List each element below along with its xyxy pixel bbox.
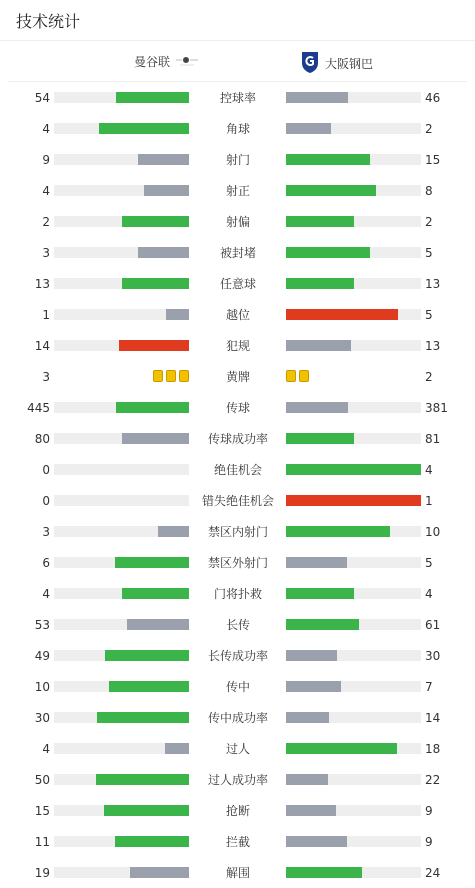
home-value: 50	[34, 773, 50, 787]
away-value: 9	[425, 835, 433, 849]
home-bar	[54, 619, 189, 630]
away-value: 46	[425, 91, 441, 105]
away-bar-fill	[286, 433, 354, 444]
stat-row	[0, 361, 475, 392]
home-value: 13	[34, 277, 50, 291]
away-bar	[286, 619, 421, 630]
home-value: 54	[34, 91, 50, 105]
home-bar-fill	[115, 557, 189, 568]
away-bar-fill	[286, 712, 329, 723]
stat-label: 拦截	[225, 835, 250, 849]
stat-row	[0, 516, 475, 547]
stat-label: 传中	[225, 680, 250, 694]
home-value: 4	[42, 122, 50, 136]
home-value: 11	[34, 835, 50, 849]
away-value: 14	[425, 711, 441, 725]
home-yellow-cards	[153, 370, 189, 382]
home-bar	[54, 247, 189, 258]
away-bar	[286, 526, 421, 537]
stat-label: 传中成功率	[207, 711, 268, 725]
away-bar-fill	[286, 247, 370, 258]
home-value: 53	[34, 618, 50, 632]
stat-label: 被封堵	[219, 246, 256, 260]
away-bar	[286, 185, 421, 196]
home-bar	[54, 154, 189, 165]
away-bar-fill	[286, 588, 354, 599]
home-bar	[54, 526, 189, 537]
away-bar-fill	[286, 774, 328, 785]
home-bar	[54, 774, 189, 785]
stat-row	[0, 330, 475, 361]
yellow-card-icon	[166, 370, 176, 382]
home-bar	[54, 805, 189, 816]
stat-label: 射偏	[225, 215, 250, 229]
away-bar	[286, 650, 421, 661]
away-value: 22	[425, 773, 441, 787]
stat-row	[0, 702, 475, 733]
away-bar	[286, 805, 421, 816]
home-value: 445	[27, 401, 50, 415]
stat-row	[0, 733, 475, 764]
home-bar	[54, 650, 189, 661]
home-bar	[54, 867, 189, 878]
away-bar	[286, 402, 421, 413]
home-bar-fill	[138, 247, 189, 258]
away-bar-fill	[286, 216, 354, 227]
home-bar-fill	[99, 123, 189, 134]
stat-row	[0, 609, 475, 640]
stat-row	[0, 392, 475, 423]
stat-row	[0, 547, 475, 578]
away-value: 10	[425, 525, 441, 539]
home-bar	[54, 681, 189, 692]
away-bar-fill	[286, 526, 390, 537]
away-bar-fill	[286, 309, 398, 320]
away-bar-fill	[286, 495, 421, 506]
home-bar-fill	[119, 340, 189, 351]
away-bar-fill	[286, 743, 397, 754]
away-bar	[286, 743, 421, 754]
stat-row	[0, 485, 475, 516]
home-value: 9	[42, 153, 50, 167]
away-bar-fill	[286, 92, 348, 103]
away-value: 15	[425, 153, 441, 167]
stat-label: 越位	[225, 308, 250, 322]
home-bar	[54, 712, 189, 723]
stat-label: 过人	[225, 742, 250, 756]
home-value: 2	[42, 215, 50, 229]
stat-label: 过人成功率	[207, 773, 268, 787]
stat-label: 角球	[225, 122, 250, 136]
stat-label: 射门	[225, 153, 250, 167]
away-bar	[286, 464, 421, 475]
stat-label: 绝佳机会	[213, 463, 262, 477]
page-header	[0, 0, 475, 41]
stat-label: 任意球	[219, 277, 256, 291]
home-bar	[54, 743, 189, 754]
away-value: 5	[425, 308, 433, 322]
away-value: 4	[425, 587, 433, 601]
away-bar	[286, 278, 421, 289]
home-value: 3	[42, 370, 50, 384]
stat-label: 长传成功率	[207, 649, 268, 663]
home-value: 80	[34, 432, 50, 446]
away-value: 2	[425, 122, 433, 136]
away-bar-fill	[286, 185, 376, 196]
away-value: 4	[425, 463, 433, 477]
stat-label: 解围	[225, 866, 250, 880]
home-bar	[54, 836, 189, 847]
stat-label: 长传	[225, 618, 250, 632]
home-team-logo-icon	[174, 53, 200, 70]
away-value: 24	[425, 866, 441, 880]
stat-row	[0, 671, 475, 702]
away-value: 5	[425, 556, 433, 570]
stat-row	[0, 857, 475, 888]
home-bar	[54, 433, 189, 444]
stat-row	[0, 764, 475, 795]
away-value: 2	[425, 370, 433, 384]
home-bar	[54, 557, 189, 568]
away-bar	[286, 681, 421, 692]
home-team-name: 曼谷联	[134, 55, 171, 69]
home-bar	[54, 588, 189, 599]
away-bar-fill	[286, 867, 362, 878]
home-bar-fill	[116, 92, 189, 103]
home-value: 6	[42, 556, 50, 570]
away-bar-fill	[286, 464, 421, 475]
page-title: 技术统计	[16, 11, 81, 31]
away-value: 18	[425, 742, 441, 756]
yellow-card-icon	[153, 370, 163, 382]
stat-row	[0, 795, 475, 826]
stat-label: 犯规	[225, 339, 250, 353]
home-bar-fill	[122, 588, 190, 599]
stat-row	[0, 640, 475, 671]
home-bar-fill	[109, 681, 189, 692]
away-value: 7	[425, 680, 433, 694]
away-team[interactable]	[300, 50, 373, 77]
home-value: 0	[42, 494, 50, 508]
home-bar	[54, 464, 189, 475]
away-bar-fill	[286, 154, 370, 165]
away-bar-fill	[286, 557, 347, 568]
home-bar-fill	[115, 836, 189, 847]
stat-row	[0, 113, 475, 144]
away-value: 30	[425, 649, 441, 663]
stat-row	[0, 454, 475, 485]
home-bar	[54, 495, 189, 506]
stat-label: 错失绝佳机会	[201, 494, 274, 508]
home-value: 10	[34, 680, 50, 694]
home-value: 4	[42, 587, 50, 601]
away-bar	[286, 557, 421, 568]
home-bar	[54, 123, 189, 134]
home-bar-fill	[104, 805, 189, 816]
home-value: 14	[34, 339, 50, 353]
stat-label: 控球率	[219, 91, 256, 105]
home-bar	[54, 185, 189, 196]
stat-label: 传球	[225, 401, 250, 415]
stat-row	[0, 206, 475, 237]
away-value: 1	[425, 494, 433, 508]
stats-list	[0, 82, 475, 888]
away-bar	[286, 154, 421, 165]
away-team-logo-icon	[300, 50, 320, 77]
home-bar	[54, 340, 189, 351]
away-bar-fill	[286, 681, 341, 692]
home-bar-fill	[105, 650, 189, 661]
home-bar-fill	[127, 619, 189, 630]
yellow-card-icon	[286, 370, 296, 382]
yellow-card-icon	[299, 370, 309, 382]
away-value: 61	[425, 618, 441, 632]
home-value: 1	[42, 308, 50, 322]
away-value: 381	[425, 401, 448, 415]
stat-label: 传球成功率	[207, 432, 268, 446]
home-value: 3	[42, 246, 50, 260]
away-bar-fill	[286, 278, 354, 289]
home-bar	[54, 309, 189, 320]
home-bar-fill	[122, 433, 190, 444]
stat-label: 抢断	[225, 804, 250, 818]
home-value: 0	[42, 463, 50, 477]
away-bar	[286, 216, 421, 227]
away-bar-fill	[286, 836, 347, 847]
stat-label: 射正	[225, 184, 250, 198]
stat-label: 门将扑救	[213, 587, 262, 601]
stat-row	[0, 423, 475, 454]
teams-header	[8, 41, 467, 82]
away-bar	[286, 495, 421, 506]
away-bar	[286, 92, 421, 103]
away-value: 2	[425, 215, 433, 229]
away-value: 9	[425, 804, 433, 818]
stat-label: 禁区内射门	[207, 525, 268, 539]
stat-row	[0, 578, 475, 609]
away-value: 5	[425, 246, 433, 260]
away-bar	[286, 774, 421, 785]
away-bar-fill	[286, 619, 359, 630]
away-bar-fill	[286, 340, 351, 351]
away-bar	[286, 588, 421, 599]
stat-row	[0, 175, 475, 206]
away-value: 13	[425, 277, 441, 291]
home-bar-fill	[122, 216, 190, 227]
away-bar	[286, 433, 421, 444]
away-bar	[286, 309, 421, 320]
away-team-name: 大阪钢巴	[325, 57, 374, 71]
home-value: 4	[42, 742, 50, 756]
home-team[interactable]	[134, 53, 200, 70]
home-value: 3	[42, 525, 50, 539]
home-bar-fill	[165, 743, 189, 754]
home-bar-fill	[138, 154, 189, 165]
home-bar-fill	[130, 867, 189, 878]
home-value: 49	[34, 649, 50, 663]
stat-row	[0, 144, 475, 175]
home-bar	[54, 402, 189, 413]
stat-label: 黄牌	[225, 370, 250, 384]
home-value: 15	[34, 804, 50, 818]
yellow-card-icon	[179, 370, 189, 382]
home-value: 19	[34, 866, 50, 880]
home-bar-fill	[122, 278, 190, 289]
home-bar-fill	[116, 402, 189, 413]
away-bar	[286, 867, 421, 878]
home-bar-fill	[158, 526, 189, 537]
home-bar-fill	[96, 774, 189, 785]
away-bar	[286, 836, 421, 847]
stat-label: 禁区外射门	[207, 556, 268, 570]
home-bar	[54, 216, 189, 227]
stat-row	[0, 268, 475, 299]
home-bar	[54, 92, 189, 103]
home-bar-fill	[166, 309, 189, 320]
stat-row	[0, 82, 475, 113]
away-bar-fill	[286, 123, 331, 134]
home-bar	[54, 278, 189, 289]
away-bar-fill	[286, 402, 348, 413]
stat-row	[0, 826, 475, 857]
home-bar-fill	[97, 712, 189, 723]
home-value: 4	[42, 184, 50, 198]
away-value: 81	[425, 432, 441, 446]
home-value: 30	[34, 711, 50, 725]
away-bar	[286, 123, 421, 134]
away-bar-fill	[286, 650, 337, 661]
away-bar	[286, 247, 421, 258]
away-value: 13	[425, 339, 441, 353]
away-value: 8	[425, 184, 433, 198]
home-bar-fill	[144, 185, 189, 196]
away-bar	[286, 712, 421, 723]
stat-row	[0, 237, 475, 268]
away-bar-fill	[286, 805, 336, 816]
stat-row	[0, 299, 475, 330]
away-yellow-cards	[286, 370, 309, 382]
away-bar	[286, 340, 421, 351]
